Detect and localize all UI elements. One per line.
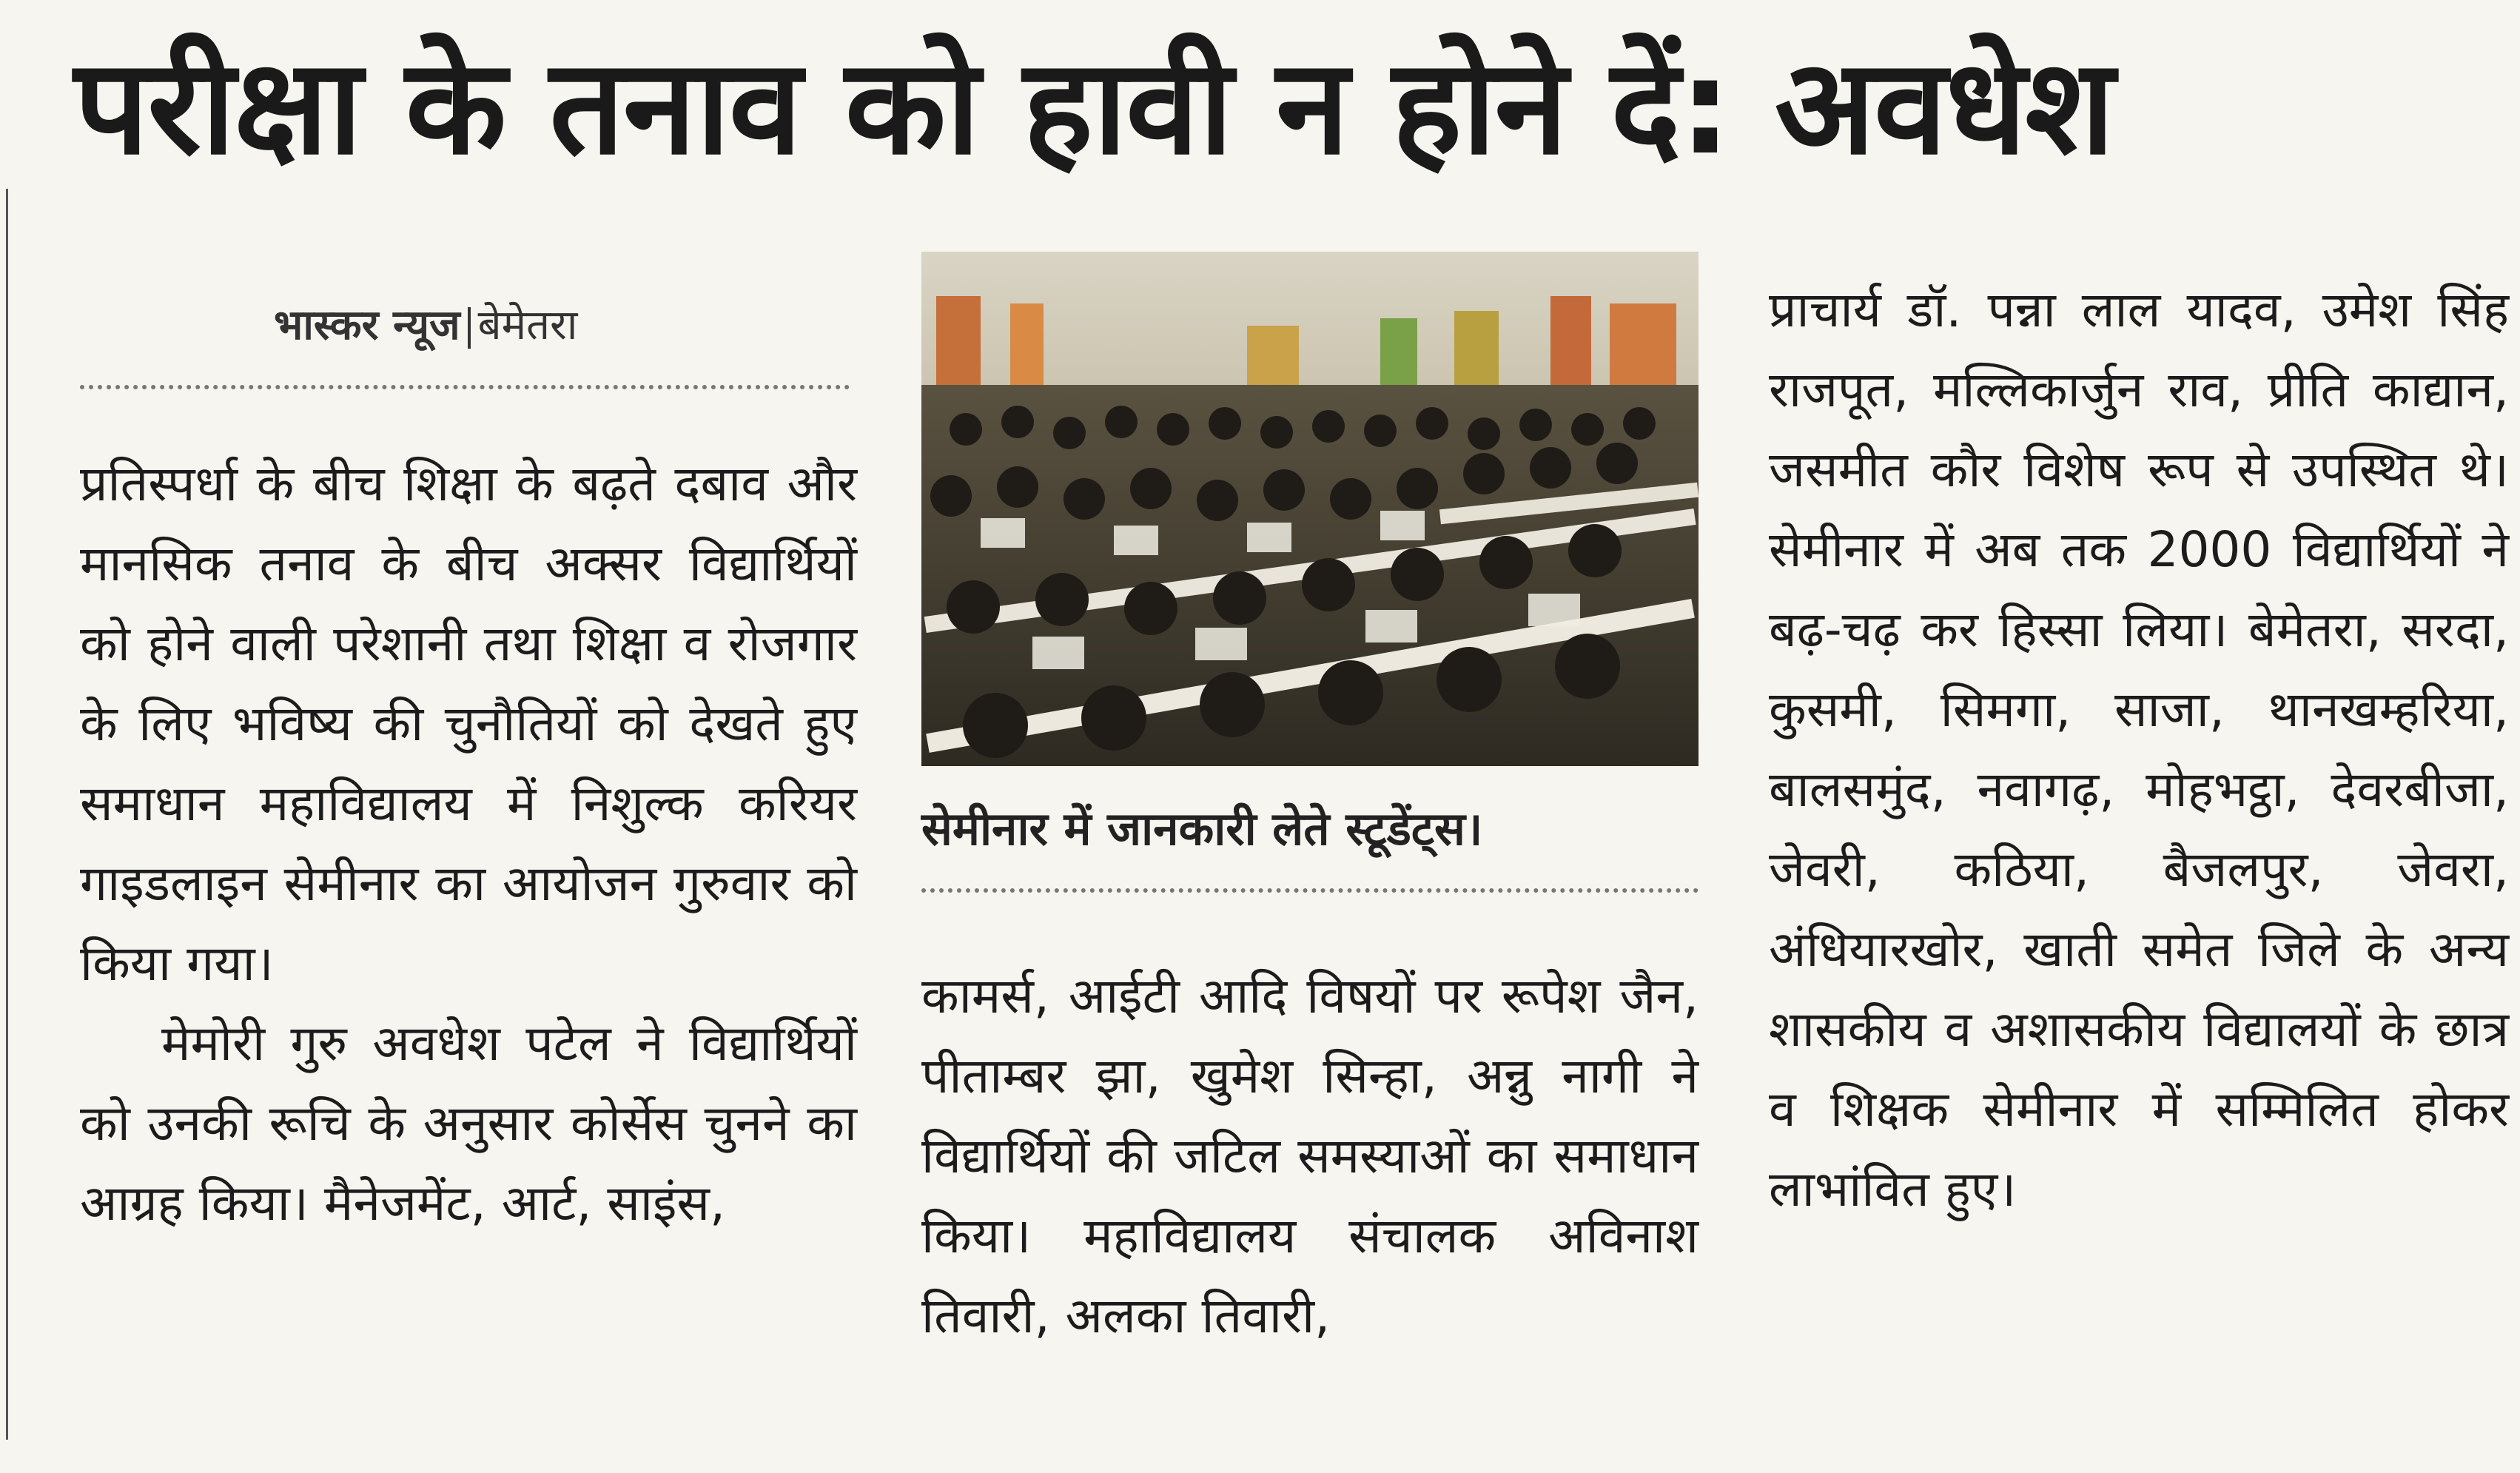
byline-divider [80, 385, 850, 389]
byline-agency: भास्कर न्यूज [274, 301, 460, 349]
headline: परीक्षा के तनाव को हावी न होने दें: अवधेश [74, 30, 2114, 184]
article-column-3 [1769, 270, 2509, 1229]
article-column-1 [80, 444, 857, 1244]
article-paragraph: मेमोरी गुरु अवधेश पटेल ने विद्यार्थियों को उनकी रूचि के अनुसार कोर्सेस चुनने का आग्रह किया। मैनेजमेंट, आर्ट, साइंस, [80, 1015, 857, 1232]
byline-separator [468, 307, 471, 349]
caption-divider [921, 888, 1699, 893]
article-paragraph: प्राचार्य डॉ. पन्ना लाल यादव, उमेश सिंह राजपूत, मल्लिकार्जुन राव, प्रीति काद्यान, जसमीत कौर विशेष रूप से उपस्थित थे। सेमीनार में अब तक 2000 विद्यार्थियों ने बढ़-चढ़ कर हिस्सा लिया। बेमेतरा, सरदा, कुसमी, सिमगा, साजा, थानखम्हरिया, बालसमुंद, नवागढ़, मोहभट्ठा, देवरबीजा, जेवरी, कठिया, बैजलपुर, जेवरा, अंधियारखोर, खाती समेत जिले के अन्य शासकीय व अशासकीय विद्यालयों के छात्र व शिक्षक सेमीनार में सम्मिलित होकर लाभांवित हुए। [1769, 281, 2509, 1218]
photo-caption: सेमीनार में जानकारी लेते स्टूडेंट्स। [921, 802, 1483, 856]
byline [274, 296, 577, 355]
seminar-audience-image [921, 252, 1699, 766]
article-paragraph: कामर्स, आईटी आदि विषयों पर रूपेश जैन, पीताम्बर झा, खुमेश सिन्हा, अन्नु नागी ने विद्यार्थियों की जटिल समस्याओं का समाधान किया। महाविद्यालय संचालक अविनाश तिवारी, अलका तिवारी, [921, 967, 1699, 1344]
article-paragraph: प्रतिस्पर्धा के बीच शिक्षा के बढ़ते दबाव और मानसिक तनाव के बीच अक्सर विद्यार्थियों को होने वाली परेशानी तथा शिक्षा व रोजगार के लिए भविष्य की चुनौतियों को देखते हुए समाधान महाविद्यालय में निशुल्क करियर गाइडलाइन सेमीनार का आयोजन गुरुवार को किया गया। [80, 455, 857, 992]
page-edge-rule [6, 189, 8, 1440]
byline-place: बेमेतरा [477, 301, 578, 349]
article-column-2 [921, 956, 1699, 1356]
seminar-photo [921, 252, 1699, 766]
